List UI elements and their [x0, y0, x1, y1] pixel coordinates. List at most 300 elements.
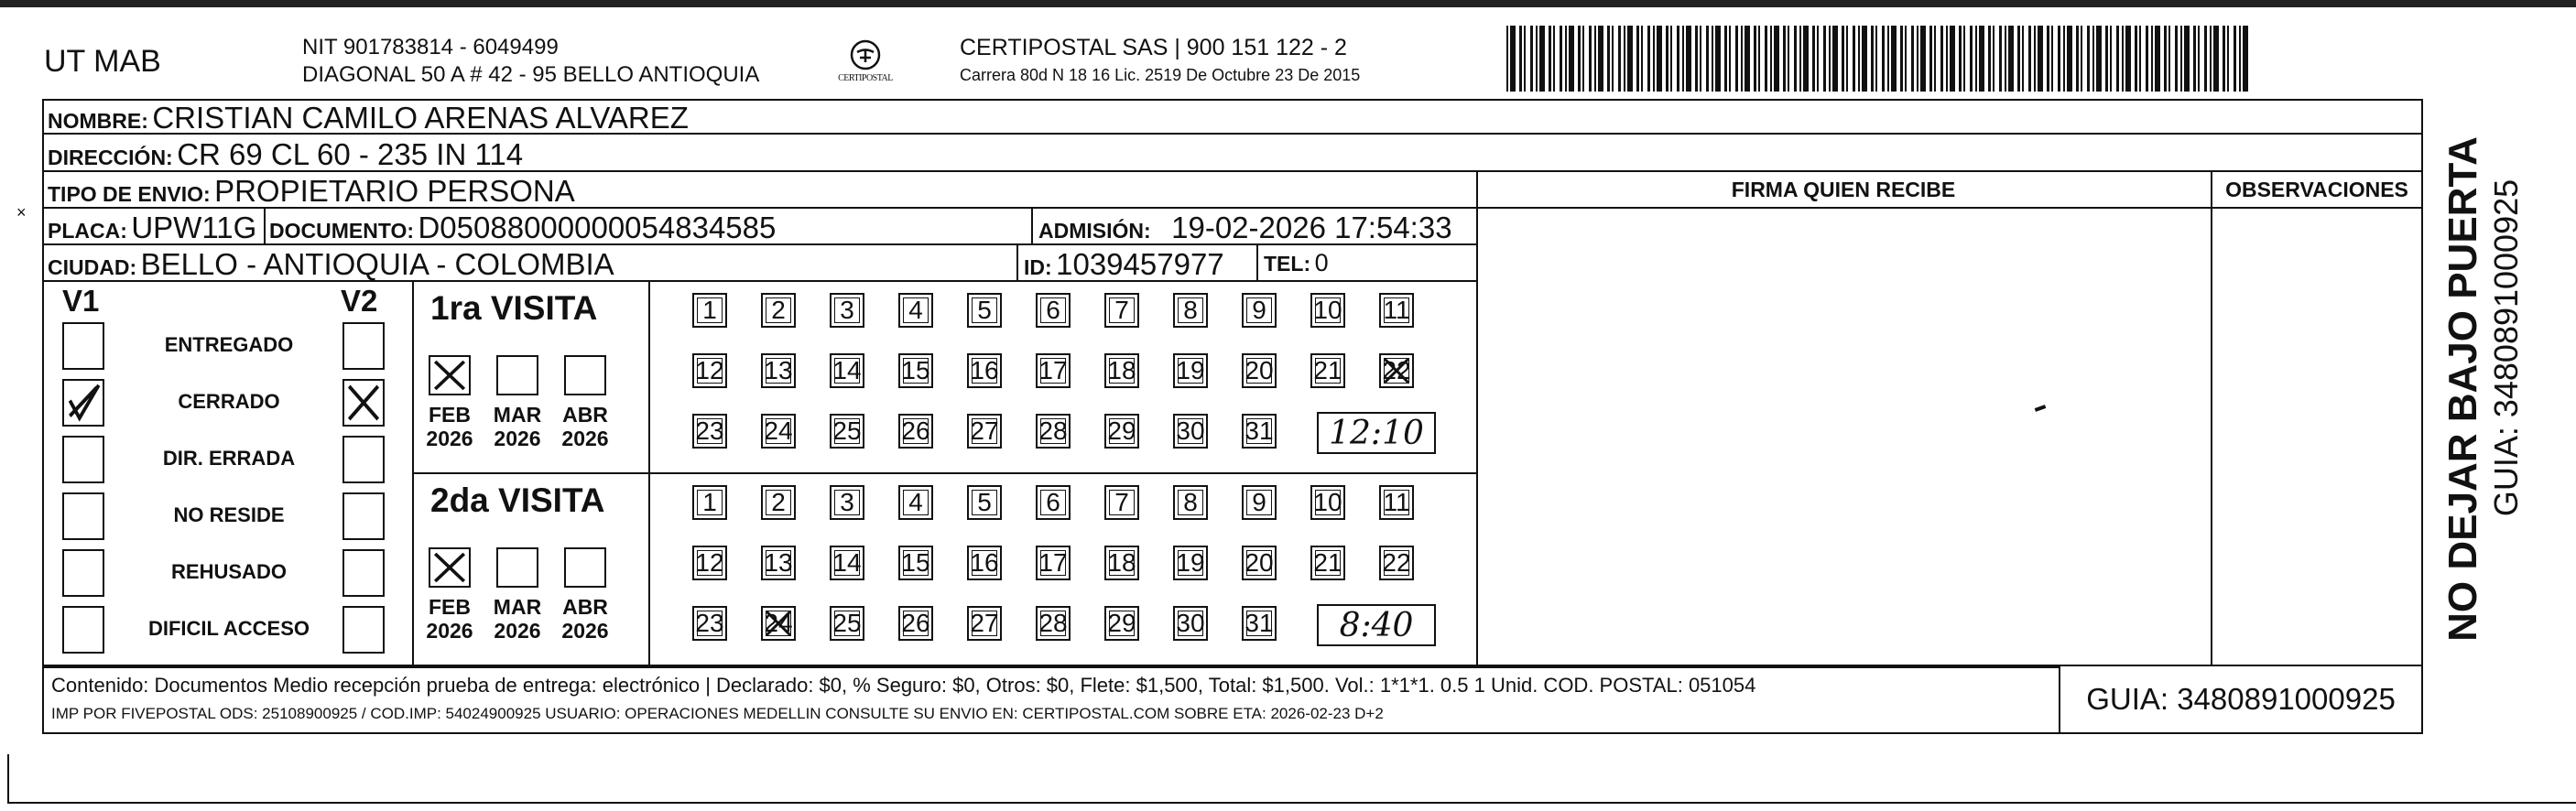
barcode-bar — [2184, 26, 2190, 92]
barcode-bar — [1946, 26, 1948, 92]
barcode-bar — [1862, 26, 1867, 92]
observations-header: OBSERVACIONES — [2225, 177, 2408, 201]
carrier-license: Carrera 80d N 18 16 Lic. 2519 De Octubre 23 De 2015 — [960, 66, 1361, 84]
admission-row — [1038, 211, 1452, 245]
admission: 19-02-2026 17:54:33 — [1171, 211, 1452, 244]
day-number: 31 — [1245, 609, 1274, 637]
day-box[interactable] — [1173, 546, 1208, 580]
day-box[interactable] — [830, 414, 864, 449]
day-number: 31 — [1245, 416, 1274, 445]
barcode-bar — [1653, 26, 1655, 92]
visit-time-box[interactable] — [1317, 412, 1436, 454]
barcode-bar — [1794, 26, 1797, 92]
day-number: 28 — [1038, 609, 1068, 637]
month-checkbox[interactable] — [564, 547, 606, 588]
barcode-bar — [1636, 26, 1639, 92]
barcode-bar — [1657, 26, 1662, 92]
barcode-bar — [2008, 26, 2014, 92]
x-mark-icon — [430, 549, 469, 586]
day-number: 9 — [1252, 488, 1266, 516]
barcode-bar — [1905, 26, 1907, 92]
day-number: 6 — [1046, 488, 1060, 516]
day-number: 7 — [1114, 488, 1129, 516]
month-name: FEB — [429, 595, 471, 619]
day-number: 24 — [764, 609, 793, 637]
footer-contents: Contenido: Documentos Medio recepción prueba de entrega: electrónico | Declarado: $0, % Seguro: $0, Otros: $0, Flete: $1,500, Total: $1,500. Vol.: 1*1*1. 0.5 1 Unid. COD. POSTAL: 051054 — [51, 674, 1756, 697]
barcode-bar — [2168, 26, 2170, 92]
barcode-bar — [1963, 26, 1965, 92]
month-checkbox[interactable] — [429, 547, 471, 588]
day-number: 19 — [1176, 356, 1205, 384]
day-number: 18 — [1107, 356, 1136, 384]
day-number: 10 — [1313, 488, 1342, 516]
day-box[interactable] — [1242, 293, 1277, 328]
day-number: 29 — [1107, 609, 1136, 637]
barcode-bar — [2022, 26, 2024, 92]
day-number: 1 — [702, 296, 717, 324]
month-year: 2026 — [494, 619, 541, 643]
day-box[interactable] — [692, 546, 727, 580]
barcode-bar — [2204, 26, 2207, 92]
day-number: 4 — [908, 296, 923, 324]
barcode-bar — [1682, 26, 1684, 92]
day-number: 19 — [1176, 548, 1205, 577]
recipient-name: CRISTIAN CAMILO ARENAS ALVAREZ — [152, 101, 689, 135]
day-number: 14 — [832, 356, 862, 384]
tel: 0 — [1314, 249, 1329, 276]
day-box[interactable] — [761, 546, 796, 580]
day-box[interactable] — [1310, 546, 1345, 580]
day-number: 26 — [901, 609, 930, 637]
barcode-bar — [1724, 26, 1727, 92]
day-number: 21 — [1313, 356, 1342, 384]
visit-time-box[interactable] — [1317, 604, 1436, 646]
barcode-bar — [2227, 26, 2229, 92]
carrier-name: CERTIPOSTAL SAS | 900 151 122 - 2 — [960, 35, 1347, 60]
barcode-bar — [1612, 26, 1614, 92]
type-label: TIPO DE ENVIO: — [48, 182, 211, 206]
day-box[interactable] — [692, 414, 727, 449]
day-box[interactable] — [830, 606, 864, 641]
day-box[interactable] — [1173, 293, 1208, 328]
side-guide-text: GUIA: 3480891000925 — [2487, 178, 2525, 517]
visit-title: 2da VISITA — [430, 481, 605, 519]
month-name: ABR — [562, 595, 608, 619]
barcode-bar — [1842, 26, 1844, 92]
day-number: 16 — [970, 548, 999, 577]
barcode-bar — [1578, 26, 1581, 92]
day-box[interactable] — [1036, 485, 1071, 520]
day-box[interactable] — [967, 353, 1002, 388]
plate-label: PLACA: — [48, 219, 127, 243]
day-number: 5 — [977, 296, 992, 324]
day-box[interactable] — [1379, 485, 1414, 520]
day-box[interactable] — [967, 414, 1002, 449]
barcode-bar — [2110, 26, 2112, 92]
barcode-bar — [2076, 26, 2079, 92]
day-number: 25 — [832, 609, 862, 637]
barcode-bar — [1959, 26, 1962, 92]
barcode-bar — [2051, 26, 2053, 92]
day-box[interactable] — [761, 485, 796, 520]
day-number: 21 — [1313, 548, 1342, 577]
barcode-bar — [1641, 26, 1643, 92]
day-number: 12 — [695, 548, 724, 577]
month-checkbox[interactable] — [496, 355, 538, 395]
signature-area[interactable] — [1478, 209, 2209, 663]
barcode-bar — [2096, 26, 2102, 92]
day-number: 15 — [901, 356, 930, 384]
day-box[interactable] — [1242, 414, 1277, 449]
barcode-bar — [1829, 26, 1831, 92]
day-box[interactable] — [1104, 293, 1139, 328]
plate: UPW11G — [131, 211, 257, 244]
v2-checkbox[interactable] — [342, 549, 385, 597]
barcode-bar — [2180, 26, 2182, 92]
barcode-bar — [1858, 26, 1860, 92]
v1-header: V1 — [62, 284, 100, 318]
barcode-bar — [1979, 26, 1984, 92]
shipment-type: PROPIETARIO PERSONA — [214, 174, 575, 208]
barcode-bar — [1770, 26, 1772, 92]
checklist-option: REHUSADO — [171, 560, 287, 583]
barcode-bar — [1988, 26, 1991, 92]
barcode-bar — [1832, 26, 1838, 92]
month-year: 2026 — [494, 427, 541, 450]
barcode-bar — [1917, 26, 1918, 92]
day-number: 26 — [901, 416, 930, 445]
barcode-bar — [1549, 26, 1551, 92]
month-checkbox[interactable] — [429, 355, 471, 395]
day-number: 22 — [1382, 356, 1411, 384]
barcode-bar — [2105, 26, 2108, 92]
day-box[interactable] — [830, 485, 864, 520]
month-label — [490, 403, 545, 450]
barcode-bar — [1647, 26, 1650, 92]
month-checkbox[interactable] — [496, 547, 538, 588]
day-number: 5 — [977, 488, 992, 516]
barcode-bar — [1582, 26, 1584, 92]
v1-checkbox[interactable] — [62, 436, 104, 483]
v2-header: V2 — [341, 284, 378, 318]
day-box[interactable] — [692, 485, 727, 520]
barcode-bar — [1920, 26, 1926, 92]
day-number: 2 — [771, 488, 786, 516]
address-row — [48, 137, 523, 172]
barcode-bar — [1670, 26, 1672, 92]
barcode-bar — [1783, 26, 1786, 92]
id-row — [1024, 247, 1224, 282]
day-box[interactable] — [1310, 353, 1345, 388]
barcode-bar — [2155, 26, 2160, 92]
carrier-logo-text: CERTIPOSTAL — [838, 73, 893, 83]
v1-checkbox[interactable] — [62, 606, 104, 654]
day-box[interactable] — [1036, 293, 1071, 328]
barcode-bar — [1627, 26, 1633, 92]
day-number: 12 — [695, 356, 724, 384]
day-box[interactable] — [967, 293, 1002, 328]
day-box[interactable] — [967, 606, 1002, 641]
barcode-bar — [2028, 26, 2031, 92]
recipient-address: CR 69 CL 60 - 235 IN 114 — [177, 137, 524, 171]
month-name: ABR — [562, 403, 608, 427]
day-box[interactable] — [1104, 485, 1139, 520]
day-box[interactable] — [898, 293, 933, 328]
day-number: 4 — [908, 488, 923, 516]
day-number: 16 — [970, 356, 999, 384]
barcode-bar — [1536, 26, 1538, 92]
day-box[interactable] — [898, 546, 933, 580]
barcode-bar — [1695, 26, 1698, 92]
visit-title: 1ra VISITA — [430, 289, 598, 327]
barcode-bar — [1970, 26, 1973, 92]
day-box[interactable] — [1242, 546, 1277, 580]
barcode-bar — [1812, 26, 1815, 92]
barcode-bar — [1677, 26, 1679, 92]
barcode-bar — [1553, 26, 1555, 92]
barcode-bar — [2239, 26, 2241, 92]
day-box[interactable] — [1036, 606, 1071, 641]
barcode-bar — [1774, 26, 1779, 92]
day-number: 20 — [1245, 356, 1274, 384]
day-number: 15 — [901, 548, 930, 577]
day-box[interactable] — [692, 293, 727, 328]
barcode-bar — [2210, 26, 2212, 92]
address-label: DIRECCIÓN: — [48, 146, 173, 169]
month-name: MAR — [493, 595, 542, 619]
v2-checkbox[interactable] — [342, 436, 385, 483]
barcode-bar — [2125, 26, 2131, 92]
sender-address: DIAGONAL 50 A # 42 - 95 BELLO ANTIOQUIA — [302, 62, 760, 87]
barcode-bar — [1589, 26, 1592, 92]
v1-checkbox[interactable] — [62, 492, 104, 540]
barcode-bar — [1565, 26, 1567, 92]
day-number: 8 — [1183, 296, 1198, 324]
day-number: 9 — [1252, 296, 1266, 324]
checklist-option: DIR. ERRADA — [162, 447, 296, 470]
day-box[interactable] — [1379, 353, 1414, 388]
name-label: NOMBRE: — [48, 109, 148, 133]
barcode-bar — [2116, 26, 2119, 92]
barcode-bar — [1975, 26, 1977, 92]
barcode-bar — [1666, 26, 1668, 92]
signature-header: FIRMA QUIEN RECIBE — [1731, 177, 1956, 201]
day-number: 10 — [1313, 296, 1342, 324]
barcode-bar — [1569, 26, 1574, 92]
day-box[interactable] — [898, 353, 933, 388]
v2-checkbox[interactable] — [342, 379, 385, 427]
sender-nit: NIT 901783814 - 6049499 — [302, 35, 559, 59]
day-number: 27 — [970, 416, 999, 445]
barcode-bar — [1846, 26, 1848, 92]
day-box[interactable] — [898, 606, 933, 641]
barcode-bar — [1754, 26, 1756, 92]
day-box[interactable] — [1104, 353, 1139, 388]
day-box[interactable] — [761, 293, 796, 328]
month-name: FEB — [429, 403, 471, 427]
month-label — [558, 403, 613, 450]
barcode-bar — [1715, 26, 1721, 92]
name-row — [48, 101, 689, 135]
x-mark-icon — [763, 608, 794, 639]
day-box[interactable] — [1173, 485, 1208, 520]
barcode-bar — [1950, 26, 1955, 92]
day-box[interactable] — [761, 606, 796, 641]
visit-time: 12:10 — [1329, 414, 1424, 452]
day-box[interactable] — [1242, 353, 1277, 388]
barcode-bar — [1882, 26, 1885, 92]
day-box[interactable] — [967, 546, 1002, 580]
barcode-bar — [1940, 26, 1943, 92]
barcode-bar — [1887, 26, 1889, 92]
barcode-bar — [1900, 26, 1903, 92]
v1-checkbox[interactable] — [62, 322, 104, 370]
barcode-bar — [2234, 26, 2236, 92]
day-box[interactable] — [692, 606, 727, 641]
barcode-bar — [1788, 26, 1789, 92]
day-box[interactable] — [1036, 414, 1071, 449]
day-box[interactable] — [1173, 414, 1208, 449]
barcode-bar — [1729, 26, 1731, 92]
barcode-bar — [2005, 26, 2006, 92]
barcode-bar — [1934, 26, 1936, 92]
scan-mark: × — [16, 203, 27, 222]
barcode-bar — [1598, 26, 1603, 92]
barcode-bar — [2087, 26, 2090, 92]
id-number: 1039457977 — [1056, 247, 1224, 281]
day-box[interactable] — [1310, 485, 1345, 520]
day-box[interactable] — [967, 485, 1002, 520]
barcode-bar — [2175, 26, 2178, 92]
plate-row — [48, 211, 256, 245]
footer-print-info: IMP POR FIVEPOSTAL ODS: 25108900925 / COD.IMP: 54024900925 USUARIO: OPERACIONES MEDELLIN CONSULTE SU ENVIO EN: CERTIPOSTAL.COM SOBRE ETA: 2026-02-23 D+2 — [51, 705, 1384, 722]
barcode-bar — [1823, 26, 1826, 92]
observations-area[interactable] — [2212, 209, 2421, 663]
barcode-bar — [2213, 26, 2219, 92]
barcode-bar — [1510, 26, 1516, 92]
day-box[interactable] — [761, 414, 796, 449]
month-checkbox[interactable] — [564, 355, 606, 395]
day-number: 18 — [1107, 548, 1136, 577]
barcode-bar — [1741, 26, 1743, 92]
v2-checkbox[interactable] — [342, 492, 385, 540]
day-box[interactable] — [1173, 353, 1208, 388]
document: D05088000000054834585 — [418, 211, 777, 244]
checklist-option: ENTREGADO — [164, 333, 294, 356]
top-border — [0, 0, 2576, 7]
day-number: 14 — [832, 548, 862, 577]
day-number: 6 — [1046, 296, 1060, 324]
city: BELLO - ANTIOQUIA - COLOMBIA — [140, 247, 614, 281]
day-number: 20 — [1245, 548, 1274, 577]
day-box[interactable] — [830, 353, 864, 388]
checklist-option: DIFICIL ACCESO — [147, 617, 310, 640]
day-box[interactable] — [1036, 546, 1071, 580]
day-box[interactable] — [898, 414, 933, 449]
v2-checkbox[interactable] — [342, 606, 385, 654]
day-box[interactable] — [830, 293, 864, 328]
city-row — [48, 247, 614, 282]
month-year: 2026 — [426, 619, 473, 643]
barcode — [1506, 26, 2248, 92]
barcode-bar — [2139, 26, 2141, 92]
side-warning-text: NO DEJAR BAJO PUERTA — [2440, 136, 2485, 642]
day-box[interactable] — [1379, 546, 1414, 580]
day-number: 8 — [1183, 488, 1198, 516]
day-box[interactable] — [1104, 546, 1139, 580]
day-number: 7 — [1114, 296, 1129, 324]
barcode-bar — [1817, 26, 1819, 92]
barcode-bar — [2081, 26, 2082, 92]
barcode-bar — [2243, 26, 2248, 92]
barcode-bar — [2038, 26, 2043, 92]
side-warning — [2436, 128, 2491, 650]
day-box[interactable] — [692, 353, 727, 388]
checklist-option: CERRADO — [178, 390, 280, 413]
barcode-bar — [1993, 26, 1994, 92]
barcode-bar — [1700, 26, 1701, 92]
month-label — [558, 595, 613, 643]
v1-checkbox[interactable] — [62, 379, 104, 427]
day-number: 13 — [764, 548, 793, 577]
document-label: DOCUMENTO: — [269, 219, 415, 243]
day-box[interactable] — [1310, 293, 1345, 328]
barcode-bar — [1911, 26, 1914, 92]
month-label — [490, 595, 545, 643]
barcode-bar — [1524, 26, 1526, 92]
sender-name: UT MAB — [44, 44, 161, 79]
day-number: 11 — [1383, 488, 1410, 516]
day-box[interactable] — [1242, 485, 1277, 520]
month-name: MAR — [493, 403, 542, 427]
barcode-bar — [2198, 26, 2200, 92]
day-box[interactable] — [1104, 606, 1139, 641]
day-number: 27 — [970, 609, 999, 637]
day-box[interactable] — [1379, 293, 1414, 328]
barcode-bar — [2146, 26, 2148, 92]
day-box[interactable] — [1242, 606, 1277, 641]
month-label — [422, 403, 477, 450]
barcode-bar — [1758, 26, 1760, 92]
day-number: 13 — [764, 356, 793, 384]
barcode-bar — [2063, 26, 2065, 92]
day-number: 2 — [771, 296, 786, 324]
day-box[interactable] — [898, 485, 933, 520]
barcode-bar — [2092, 26, 2094, 92]
barcode-bar — [1530, 26, 1533, 92]
day-box[interactable] — [761, 353, 796, 388]
barcode-bar — [2223, 26, 2225, 92]
barcode-bar — [1799, 26, 1801, 92]
day-box[interactable] — [830, 546, 864, 580]
day-box[interactable] — [1036, 353, 1071, 388]
day-number: 29 — [1107, 416, 1136, 445]
barcode-bar — [1765, 26, 1767, 92]
barcode-bar — [1560, 26, 1562, 92]
month-year: 2026 — [426, 427, 473, 450]
barcode-bar — [1891, 26, 1897, 92]
v1-checkbox[interactable] — [62, 549, 104, 597]
barcode-bar — [1929, 26, 1932, 92]
v2-checkbox[interactable] — [342, 322, 385, 370]
city-label: CIUDAD: — [48, 255, 137, 279]
day-box[interactable] — [1173, 606, 1208, 641]
day-number: 30 — [1176, 416, 1205, 445]
day-box[interactable] — [1104, 414, 1139, 449]
day-number: 24 — [764, 416, 793, 445]
barcode-bar — [2067, 26, 2072, 92]
day-number: 22 — [1382, 548, 1411, 577]
